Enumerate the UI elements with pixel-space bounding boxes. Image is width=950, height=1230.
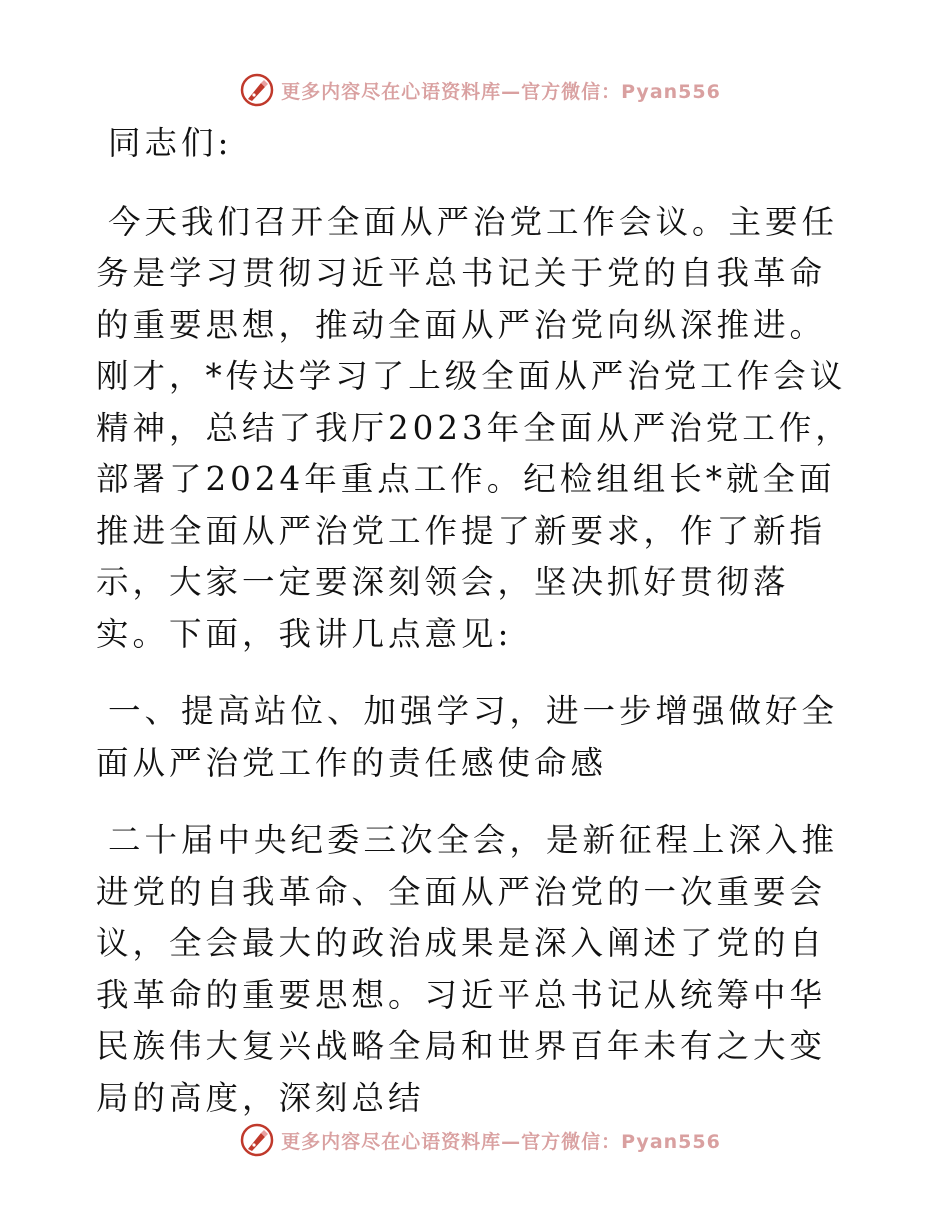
salutation: 同志们: [108,124,233,162]
paragraph-section-1: 二十届中央纪委三次全会，是新征程上深入推进党的自我革命、全面从严治党的一次重要会议，全会最大的政治成果是深入阐述了党的自我革命的重要思想。习近平总书记从统筹中华民族伟大复兴战略全局和世界百年未有之大变局的高度，深刻总结 [96,821,839,1117]
section-heading-1: 一、提高站位、加强学习，进一步增强做好全面从严治党工作的责任感使命感 [96,692,839,782]
paragraph-intro: 今天我们召开全面从严治党工作会议。主要任务是学习贯彻习近平总书记关于党的自我革命的重要思想，推动全面从严治党向纵深推进。刚才，*传达学习了上级全面从严治党工作会议精神，总结了我厅2023年全面从严治党工作，部署了2024年重点工作。纪检组组长*就全面推进全面从严治党工作提了新要求，作了新指示，大家一定要深刻领会，坚决抓好贯彻落实。下面，我讲几点意见: [96,202,852,653]
pen-nib-icon [239,72,275,108]
watermark-header-inner [239,72,721,108]
watermark-footer-text: 更多内容尽在心语资料库—官方微信：Pyan556 [281,1130,721,1153]
watermark-header [0,70,950,110]
pen-nib-icon [239,1122,275,1158]
watermark-footer-inner [239,1122,721,1158]
watermark-footer [0,1120,950,1160]
document-body [96,118,856,1150]
watermark-header-text: 更多内容尽在心语资料库—官方微信：Pyan556 [281,80,721,103]
